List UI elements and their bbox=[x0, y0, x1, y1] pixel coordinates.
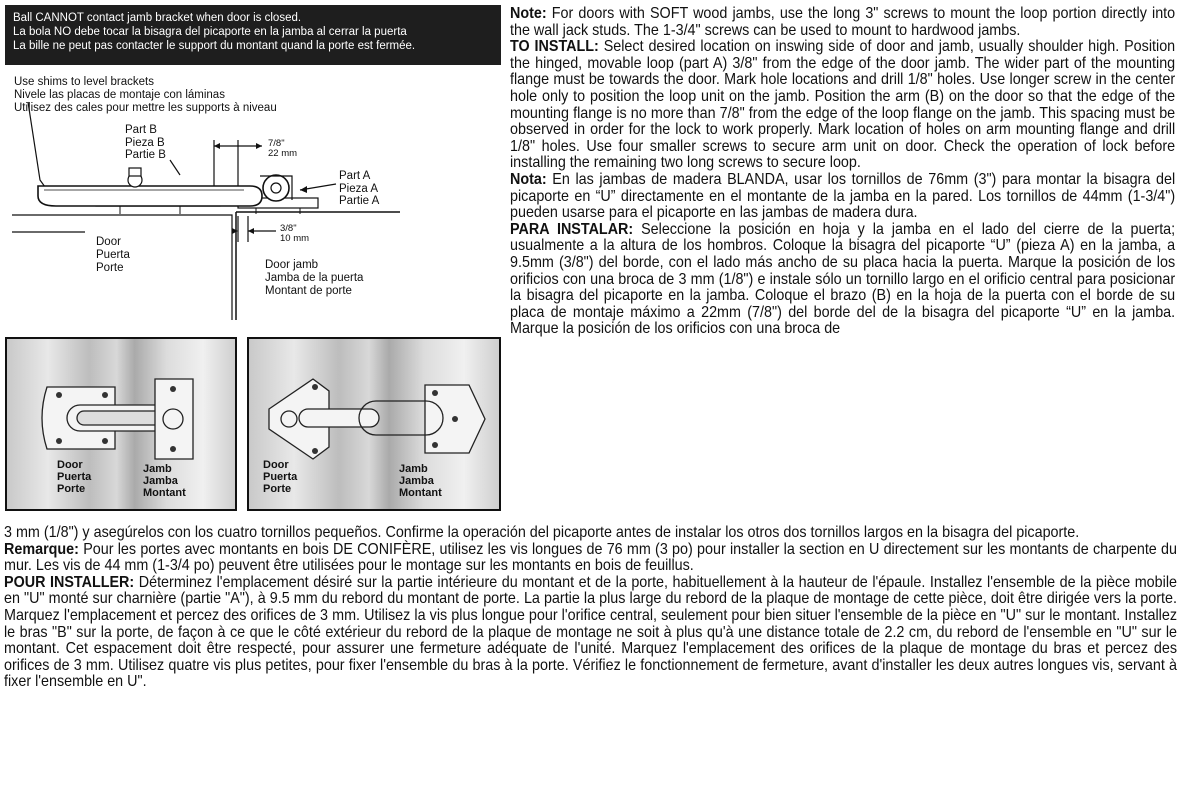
door-label: Door Puerta Porte bbox=[96, 236, 130, 274]
instructions-full-width bbox=[4, 525, 1177, 691]
door-jamb-label: Door jamb Jamba de la puerta Montant de porte bbox=[265, 259, 364, 297]
photo-jamb-label: Jamb Jamba Montant bbox=[143, 463, 186, 499]
english-note: Note: For doors with SOFT wood jambs, use the long 3" screws to mount the loop portion directly into the wall jack studs. The 1-3/4" screws can be used to mount to hardwood jambs. bbox=[510, 5, 1176, 39]
warning-line-fr: La bille ne peut pas contacter le support du montant quand la porte est fermée. bbox=[13, 40, 416, 52]
installed-photo-open bbox=[247, 337, 501, 511]
diagram-drawing bbox=[0, 0, 510, 330]
spanish-note: Nota: En las jambas de madera BLANDA, usar los tornillos de 76mm (3") para montar la bisagra del picaporte en “U” directamente en el montante de la jamba en la pared. Los tornillos de 44mm (1-3/4") pueden usarse para el picaporte en las jambas de madera dura. bbox=[510, 170, 1176, 222]
installed-photo-closed bbox=[5, 337, 237, 511]
english-install: TO INSTALL: Select desired location on inswing side of door and jamb, usually shoulder high. Position the hinged, movable loop (part A) 3/8" from the edge of the door jamb. The wider part of the mounting flange must be towards the door. Mark hole locations and drill 1/8" holes. Use longer screw in the center hole only to position the loop unit on the jamb. Position the arm (B) on the door so that the edge of the mounting flange is no more than 7/8" from the edge of the loop flange on the jamb. This spacing must be observed in order for the lock to work properly. Mark location of holes on arm mounting flange and drill 1/8" holes. Use four smaller screws to secure arm unit on door. Check the operation of lock before installing the remaining two long screws to secure loop. bbox=[510, 38, 1176, 172]
part-b-label: Part B Pieza B Partie B bbox=[125, 124, 166, 161]
jamb-outline bbox=[236, 212, 400, 320]
photo-door-label: Door Puerta Porte bbox=[263, 459, 298, 495]
french-note: Remarque: Pour les portes avec montants en bois DE CONIFÈRE, utilisez les vis longues de 76 mm (3 po) pour installer la section en U directement sur les montants de charpente du mur. Les vis de 44 mm (1-3/4 po) peuvent être utilisées pour le montage sur les montants en bois de feuillus. bbox=[4, 540, 1177, 575]
shims-label: Use shims to level brackets Nivele las placas de montaje con láminas Utilisez des cales pour mettre les supports à niveau bbox=[14, 76, 277, 114]
spanish-install: PARA INSTALAR: Seleccione la posición en hoja y la jamba en el lado del cierre de la puerta; usualmente a la altura de los hombros. Coloque la bisagra del picaporte “U” (pieza A) en la jamba, a 9.5mm (3/8") del borde, con el lado más ancho de su placa hacia la puerta. Marque la posición de los orificios con una broca de 3 mm (1/8") e instale sólo un tornillo largo en el orificio central para posicionar la bisagra del picaporte en la jamba. Coloque el brazo (B) en la hoja de la puerta con el borde de su placa de montaje máximo a 22mm (7/8") del borde del de la bisagra del picaporte “U” en la jamba. Marque la posición de los orificios con una broca de bbox=[510, 220, 1176, 338]
part-a-label: Part A Pieza A Partie A bbox=[339, 170, 380, 207]
arm-part-b bbox=[38, 186, 262, 206]
warning-line-es: La bola NO debe tocar la bisagra del picaporte en la jamba al cerrar la puerta bbox=[13, 26, 407, 38]
dim-3-8-label: 3/8" 10 mm bbox=[280, 223, 310, 244]
door-outline bbox=[12, 215, 232, 320]
part-b-leader bbox=[170, 160, 180, 175]
dim-7-8-label: 7/8" 22 mm bbox=[268, 138, 298, 159]
spanish-install-continued: 3 mm (1/8") y asegúrelos con los cuatro tornillos pequeños. Confirme la operación del picaporte antes de instalar los otros dos tornillos largos en la bisagra del picaporte. bbox=[4, 524, 1080, 541]
photo-jamb-label: Jamb Jamba Montant bbox=[399, 463, 442, 499]
instructions-right-column bbox=[510, 6, 1175, 338]
french-install: POUR INSTALLER: Déterminez l'emplacement désiré sur la partie intérieure du montant et de la porte, habituellement à la hauteur de l'épaule. Installez l'ensemble de la pièce mobile en "U" monté sur charnière (partie "A"), à 9.5 mm du rebord du montant de porte. La partie la plus large du rebord de la plaque de montage de cette pièce, doit être dirigée vers la porte. Marquez l'emplacement et percez des orifices de 3 mm. Utilisez la vis plus longue pour l'orifice central, seulement pour bien situer l'ensemble de la pièce en "U" sur le montant. Installez le bras "B" sur la porte, de façon à ce que le côté extérieur du rebord de la plaque de montage ne soit à plus qu'à une distance totale de 2.2 cm, du rebord de l'ensemble en "U" sur le montant. Cet espacement doit être respecté, pour assurer une fermeture adéquate de l'unité. Marquez l'emplacement des orifices de la plaque de montage du bras et percez des orifices de 3 mm. Utilisez quatre vis plus petites, pour fixer l'ensemble du bras à la porte. Vérifiez le fonctionnement de fermeture, avant d'installer les deux autres longues vis, servant à fixer l'ensemble en U". bbox=[4, 573, 1177, 691]
photo-door-label: Door Puerta Porte bbox=[57, 459, 92, 495]
latch-illustration-closed bbox=[7, 339, 235, 509]
warning-line-en: Ball CANNOT contact jamb bracket when door is closed. bbox=[13, 12, 302, 24]
